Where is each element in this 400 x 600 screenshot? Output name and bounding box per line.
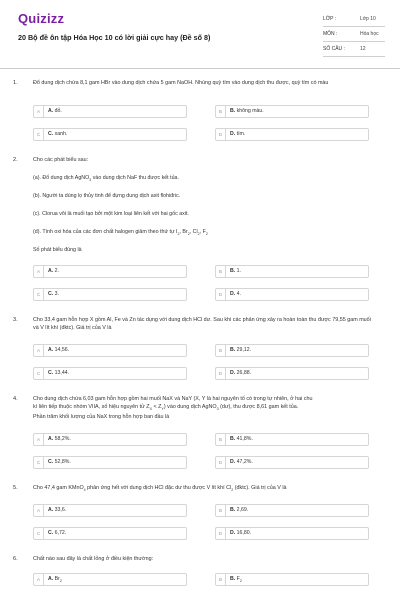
option-badge: A — [34, 266, 44, 277]
option-badge: B — [216, 266, 226, 277]
option-text: A. $Br_2$ — [48, 576, 62, 584]
option-c[interactable] — [33, 456, 187, 469]
question-text: Cho 33,4 gam hỗn hợp X gồm Al, Fe và Zn tác dụng với dung dịch HCl dư. Sau khi các phản ứng xảy ra hoàn toàn thu được 79,55 gam muối và V lít khí (đktc). Giá trị của V là — [33, 317, 371, 331]
question-number: 5. — [13, 485, 18, 491]
meta-value-class: Lớp 10 — [360, 16, 376, 22]
meta-value-subject: Hóa học — [360, 31, 379, 37]
question-prompt: Số phát biểu đúng là — [33, 247, 82, 253]
option-text: A. 33,6. — [48, 507, 67, 513]
option-text: C. 13,44. — [48, 370, 70, 376]
option-text: A. 14,56. — [48, 347, 70, 353]
meta-value-count: 12 — [360, 46, 366, 52]
option-text: D. 47,2%. — [230, 459, 253, 465]
option-badge: A — [34, 505, 44, 516]
option-text: B. 41,8%. — [230, 436, 253, 442]
option-c[interactable] — [33, 128, 187, 141]
meta-label-count: SỐ CÂU : — [323, 46, 345, 52]
header-divider — [0, 68, 400, 69]
question-number: 2. — [13, 157, 18, 163]
option-badge: A — [34, 574, 44, 585]
option-text: B. $F_2$ — [230, 576, 242, 584]
option-text: D. tím. — [230, 131, 246, 137]
quizizz-logo: Quizizz — [18, 11, 65, 26]
option-badge: B — [216, 345, 226, 356]
option-d[interactable] — [215, 288, 369, 301]
option-b[interactable] — [215, 573, 369, 586]
question-text: Cho 47,4 gam KMnO$_4$ phản ứng hết với dung dịch HCl đặc dư thu được V lít khí $Cl_2$ (đktc). Giá trị của V là — [33, 485, 287, 493]
divider — [323, 41, 385, 42]
option-text: B. 1. — [230, 268, 241, 274]
statement-b: (b). Người ta dùng lọ thủy tinh để đựng dung dịch axit flohiđric. — [33, 193, 181, 199]
question-number: 3. — [13, 317, 18, 323]
option-text: D. 4. — [230, 291, 241, 297]
option-badge: A — [34, 106, 44, 117]
option-text: D. 26,88. — [230, 370, 252, 376]
document-title: 20 Bộ đề ôn tập Hóa Học 10 có lời giải cực hay (Đề số 8) — [18, 33, 211, 42]
statement-d: (d). Tính oxi hóa của các đơn chất halogen giảm theo thứ tự $I_2$, $Br_2$, $Cl_2$, $F_2$ — [33, 229, 208, 237]
option-text: B. 2,69. — [230, 507, 249, 513]
option-a[interactable] — [33, 573, 187, 586]
option-badge: C — [34, 368, 44, 379]
question-text: Chất nào sau đây là chất lỏng ở điều kiện thường: — [33, 556, 154, 562]
option-d[interactable] — [215, 456, 369, 469]
meta-label-class: LỚP : — [323, 16, 337, 22]
option-b[interactable] — [215, 504, 369, 517]
option-badge: D — [216, 457, 226, 468]
option-badge: C — [34, 129, 44, 140]
option-a[interactable] — [33, 105, 187, 118]
statement-a: (a). Đổ dung dịch AgNO$_3$ vào dung dịch NaF thu được kết tủa. — [33, 175, 179, 183]
question-text: Đổ dung dịch chứa 8,1 gam HBr vào dung dịch chứa 5 gam NaOH. Nhúng quỳ tím vào dung dịch thu được, quỳ tím có màu — [33, 80, 329, 86]
option-badge: D — [216, 289, 226, 300]
option-badge: B — [216, 106, 226, 117]
option-badge: C — [34, 289, 44, 300]
option-badge: A — [34, 345, 44, 356]
statement-c: (c). Clorua vôi là muối tạo bởi một kim loại liên kết với hai gốc axit. — [33, 211, 189, 217]
option-text: C. 52,8%. — [48, 459, 71, 465]
option-d[interactable] — [215, 527, 369, 540]
question-number: 6. — [13, 556, 18, 562]
option-text: B. 29,12. — [230, 347, 252, 353]
option-badge: C — [34, 528, 44, 539]
question-text: Cho dung dịch chứa 6,03 gam hỗn hợp gồm hai muối NaX và NaY (X, Y là hai nguyên tố có trong tự nhiên, ở hai chu kì liên tiếp thuộc nhóm VIIA, số hiệu nguyên tử $Z_X < Z_Y$) vào dung dịch AgNO$_3$ (dư), thu được 8,61 gam kết tủa. Phần trăm khối lượng của NaX trong hỗn hợp ban đầu là — [33, 396, 313, 421]
option-d[interactable] — [215, 128, 369, 141]
option-a[interactable] — [33, 265, 187, 278]
option-text: C. 3. — [48, 291, 59, 297]
question-number: 1. — [13, 80, 18, 86]
option-badge: C — [34, 457, 44, 468]
option-text: A. 58,2%. — [48, 436, 71, 442]
option-badge: B — [216, 505, 226, 516]
option-b[interactable] — [215, 265, 369, 278]
option-b[interactable] — [215, 105, 369, 118]
header — [0, 0, 400, 66]
option-a[interactable] — [33, 344, 187, 357]
option-text: B. không màu. — [230, 108, 264, 114]
option-c[interactable] — [33, 288, 187, 301]
option-badge: B — [216, 574, 226, 585]
option-a[interactable] — [33, 504, 187, 517]
option-text: D. 16,80. — [230, 530, 252, 536]
option-text: A. đỏ. — [48, 108, 62, 114]
option-text: C. 6,72. — [48, 530, 67, 536]
divider — [323, 26, 385, 27]
question-number: 4. — [13, 396, 18, 402]
option-c[interactable] — [33, 367, 187, 380]
question-text: Cho các phát biểu sau: — [33, 157, 89, 163]
option-d[interactable] — [215, 367, 369, 380]
option-text: A. 2. — [48, 268, 59, 274]
meta-label-subject: MÔN : — [323, 31, 338, 37]
option-badge: D — [216, 368, 226, 379]
option-text: C. xanh. — [48, 131, 68, 137]
option-b[interactable] — [215, 433, 369, 446]
option-badge: D — [216, 528, 226, 539]
divider — [323, 56, 385, 57]
option-c[interactable] — [33, 527, 187, 540]
option-badge: D — [216, 129, 226, 140]
option-badge: B — [216, 434, 226, 445]
option-b[interactable] — [215, 344, 369, 357]
option-a[interactable] — [33, 433, 187, 446]
option-badge: A — [34, 434, 44, 445]
